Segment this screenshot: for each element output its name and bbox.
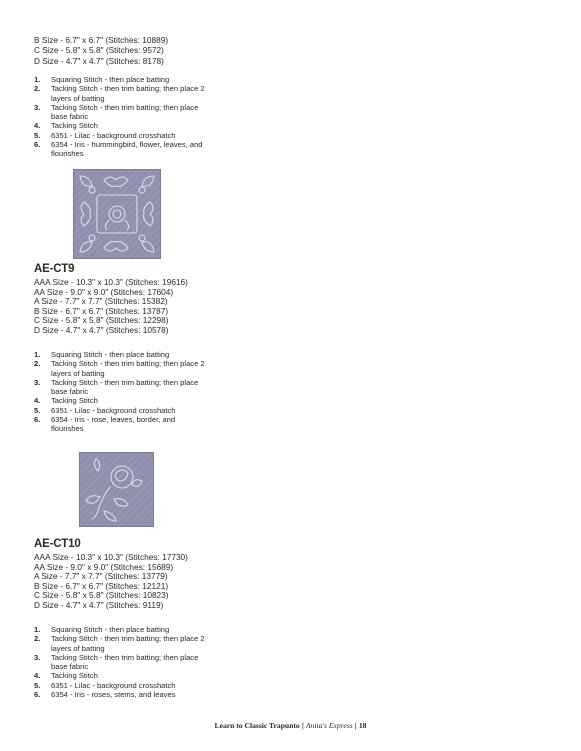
- step-item: [34, 396, 209, 405]
- size-list: [34, 278, 188, 336]
- step-item: [34, 653, 209, 672]
- size-line: B Size - 6.7" x 6.7" (Stitches: 13787): [34, 305, 169, 316]
- step-number: 2.: [34, 84, 41, 94]
- step-item: [34, 121, 209, 130]
- step-text: Tacking Stitch - then trim batting; then place 2 layers of batting: [51, 359, 205, 378]
- size-line: C Size - 5.8" x 5.8" (Stitches: 12298): [34, 315, 169, 326]
- footer-separator: |: [301, 721, 304, 730]
- step-text: Tacking Stitch - then trim batting; then place base fabric: [51, 102, 199, 122]
- step-item: [34, 84, 209, 103]
- step-number: 5.: [34, 405, 41, 415]
- step-item: [34, 378, 209, 397]
- step-number: 5.: [34, 130, 41, 140]
- size-line: D Size - 4.7" x 4.7" (Stitches: 10578): [34, 324, 169, 335]
- design-title: AE-CT9: [34, 263, 75, 275]
- step-item: [34, 131, 209, 140]
- step-item: [34, 625, 209, 634]
- step-text: 6351 - Lilac - background crosshatch: [51, 680, 176, 690]
- quilt-design-thumbnail: [79, 452, 154, 527]
- step-item: [34, 350, 209, 359]
- step-text: 6354 - Iris - roses, stems, and leaves: [51, 690, 176, 700]
- step-item: [34, 690, 209, 699]
- step-text: Tacking Stitch: [51, 121, 98, 131]
- size-line: B Size - 6.7" x 6.7" (Stitches: 10889): [34, 35, 169, 45]
- footer-separator: |: [354, 721, 357, 730]
- size-list: [34, 553, 188, 611]
- step-text: 6354 - Iris - hummingbird, flower, leaves, and flourishes: [51, 140, 203, 159]
- size-line: A Size - 7.7" x 7.7" (Stitches: 15382): [34, 296, 168, 307]
- footer-publication: Anita's Express: [305, 721, 353, 730]
- size-line: AA Size - 9.0" x 9.0" (Stitches: 15689): [34, 561, 174, 572]
- step-item: [34, 634, 209, 653]
- step-item: [34, 103, 209, 122]
- design-title: AE-CT10: [34, 538, 81, 550]
- step-item: [34, 406, 209, 415]
- step-number: 6.: [34, 140, 41, 150]
- step-text: 6351 - Lilac - background crosshatch: [51, 405, 176, 415]
- step-text: 6351 - Lilac - background crosshatch: [51, 130, 176, 140]
- size-line: AAA Size - 10.3" x 10.3" (Stitches: 17730): [34, 552, 188, 562]
- step-text: 6354 - Iris - rose, leaves, border, and flourishes: [51, 415, 176, 434]
- step-number: 1.: [34, 75, 41, 84]
- step-text: Tacking Stitch - then trim batting; then place 2 layers of batting: [51, 634, 205, 653]
- step-number: 6.: [34, 415, 41, 425]
- step-number: 3.: [34, 102, 41, 112]
- step-number: 2.: [34, 634, 41, 644]
- step-item: [34, 75, 209, 84]
- step-item: [34, 140, 209, 159]
- page-number: 18: [358, 721, 367, 730]
- step-item: [34, 359, 209, 378]
- size-line: C Size - 5.8" x 5.8" (Stitches: 9572): [34, 44, 164, 55]
- quilt-pattern-image: [80, 453, 153, 526]
- size-line: D Size - 4.7" x 4.7" (Stitches: 8178): [34, 56, 164, 67]
- step-text: Squaring Stitch - then place batting: [51, 625, 170, 634]
- footer-title: Learn to Classic Trapunto: [214, 721, 300, 730]
- size-line: AAA Size - 10.3" x 10.3" (Stitches: 19616): [34, 277, 188, 287]
- size-list-top: [34, 36, 168, 67]
- step-text: Tacking Stitch - then trim batting; then place 2 layers of batting: [51, 84, 205, 103]
- step-number: 3.: [34, 652, 41, 662]
- step-text: Squaring Stitch - then place batting: [51, 350, 170, 359]
- size-line: D Size - 4.7" x 4.7" (Stitches: 9119): [34, 599, 164, 610]
- steps-list: [34, 350, 209, 434]
- size-line: AA Size - 9.0" x 9.0" (Stitches: 17604): [34, 286, 174, 297]
- step-item: [34, 681, 209, 690]
- size-line: A Size - 7.7" x 7.7" (Stitches: 13779): [34, 571, 168, 582]
- steps-list-top: [34, 75, 209, 159]
- step-number: 1.: [34, 350, 41, 359]
- step-item: [34, 415, 209, 434]
- page-footer: [0, 721, 581, 730]
- step-number: 4.: [34, 121, 41, 131]
- step-item: [34, 671, 209, 680]
- quilt-pattern-image: [74, 170, 160, 258]
- step-number: 5.: [34, 680, 41, 690]
- step-text: Tacking Stitch: [51, 396, 98, 406]
- quilt-design-thumbnail: [73, 169, 161, 259]
- step-number: 1.: [34, 625, 41, 634]
- step-text: Tacking Stitch - then trim batting; then place base fabric: [51, 652, 199, 672]
- step-number: 2.: [34, 359, 41, 369]
- size-line: C Size - 5.8" x 5.8" (Stitches: 10823): [34, 590, 169, 601]
- size-line: B Size - 6.7" x 6.7" (Stitches: 12121): [34, 580, 169, 591]
- steps-list: [34, 625, 209, 699]
- step-number: 4.: [34, 671, 41, 681]
- step-number: 6.: [34, 690, 41, 700]
- step-number: 3.: [34, 377, 41, 387]
- step-text: Tacking Stitch - then trim batting; then place base fabric: [51, 377, 199, 397]
- step-text: Tacking Stitch: [51, 671, 98, 681]
- step-number: 4.: [34, 396, 41, 406]
- step-text: Squaring Stitch - then place batting: [51, 75, 170, 84]
